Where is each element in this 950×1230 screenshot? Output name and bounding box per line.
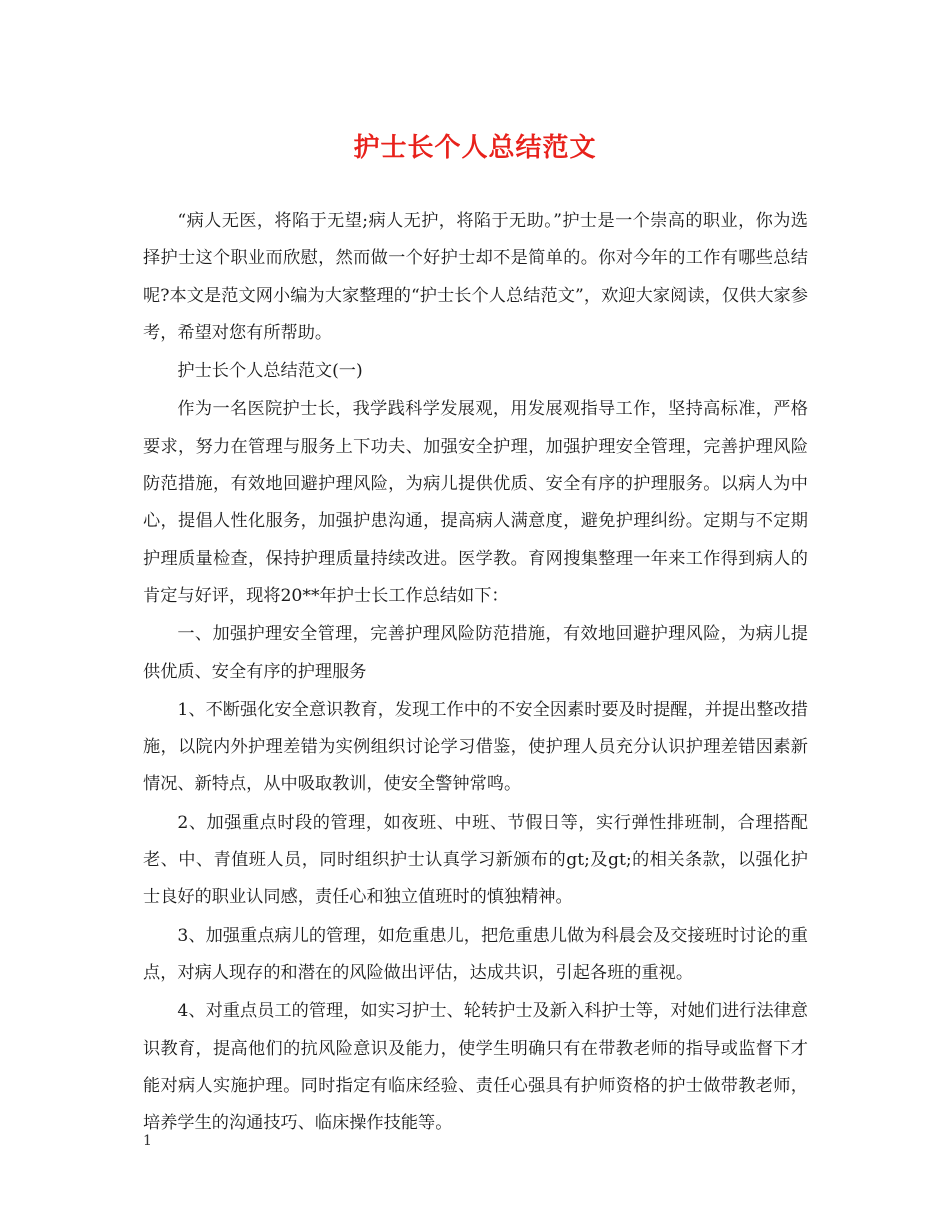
list-item-4: 4、对重点员工的管理，如实习护士、轮转护士及新入科护士等，对她们进行法律意识教育，提高他们的抗风险意识及能力，使学生明确只有在带教老师的指导或监督下才能对病人实施护理。同时指定有临床经验、责任心强具有护师资格的护士做带教老师，培养学生的沟通技巧、临床操作技能等。 bbox=[143, 1001, 808, 1134]
list-item-2: 2、加强重点时段的管理，如夜班、中班、节假日等，实行弹性排班制，合理搭配老、中、青值班人员，同时组织护士认真学习新颁布的gt;及gt;的相关条款，以强化护士良好的职业认同感，责任心和独立值班时的慎独精神。 bbox=[143, 812, 808, 908]
page-number: 1 bbox=[143, 1133, 152, 1149]
document-title: 护士长个人总结范文 bbox=[353, 133, 597, 163]
section-heading: 护士长个人总结范文(一) bbox=[177, 361, 363, 382]
document-body bbox=[143, 203, 808, 1143]
intro-paragraph: “病人无医，将陷于无望;病人无护，将陷于无助。”护士是一个崇高的职业，你为选择护士这个职业而欣慰，然而做一个好护士却不是简单的。你对今年的工作有哪些总结呢?本文是范文网小编为大家整理的“护士长个人总结范文”，欢迎大家阅读，仅供大家参考，希望对您有所帮助。 bbox=[143, 211, 808, 343]
body-paragraph: 作为一名医院护士长，我学践科学发展观，用发展观指导工作，坚持高标准，严格要求，努力在管理与服务上下功夫、加强安全护理，加强护理安全管理，完善护理风险防范措施，有效地回避护理风险，为病儿提供优质、安全有序的护理服务。以病人为中心，提倡人性化服务，加强护患沟通，提高病人满意度，避免护理纠纷。定期与不定期护理质量检查，保持护理质量持续改进。医学教。育网搜集整理一年来工作得到病人的肯定与好评，现将20**年护士长工作总结如下： bbox=[143, 399, 808, 606]
list-item-3: 3、加强重点病儿的管理，如危重患儿，把危重患儿做为科晨会及交接班时讨论的重点，对病人现存的和潜在的风险做出评估，达成共识，引起各班的重视。 bbox=[143, 925, 808, 983]
subsection-heading: 一、加强护理安全管理，完善护理风险防范措施，有效地回避护理风险，为病儿提供优质、安全有序的护理服务 bbox=[143, 624, 808, 682]
list-item-1: 1、不断强化安全意识教育，发现工作中的不安全因素时要及时提醒，并提出整改措施，以院内外护理差错为实例组织讨论学习借鉴，使护理人员充分认识护理差错因素新情况、新特点，从中吸取教训，使安全警钟常鸣。 bbox=[143, 699, 808, 795]
